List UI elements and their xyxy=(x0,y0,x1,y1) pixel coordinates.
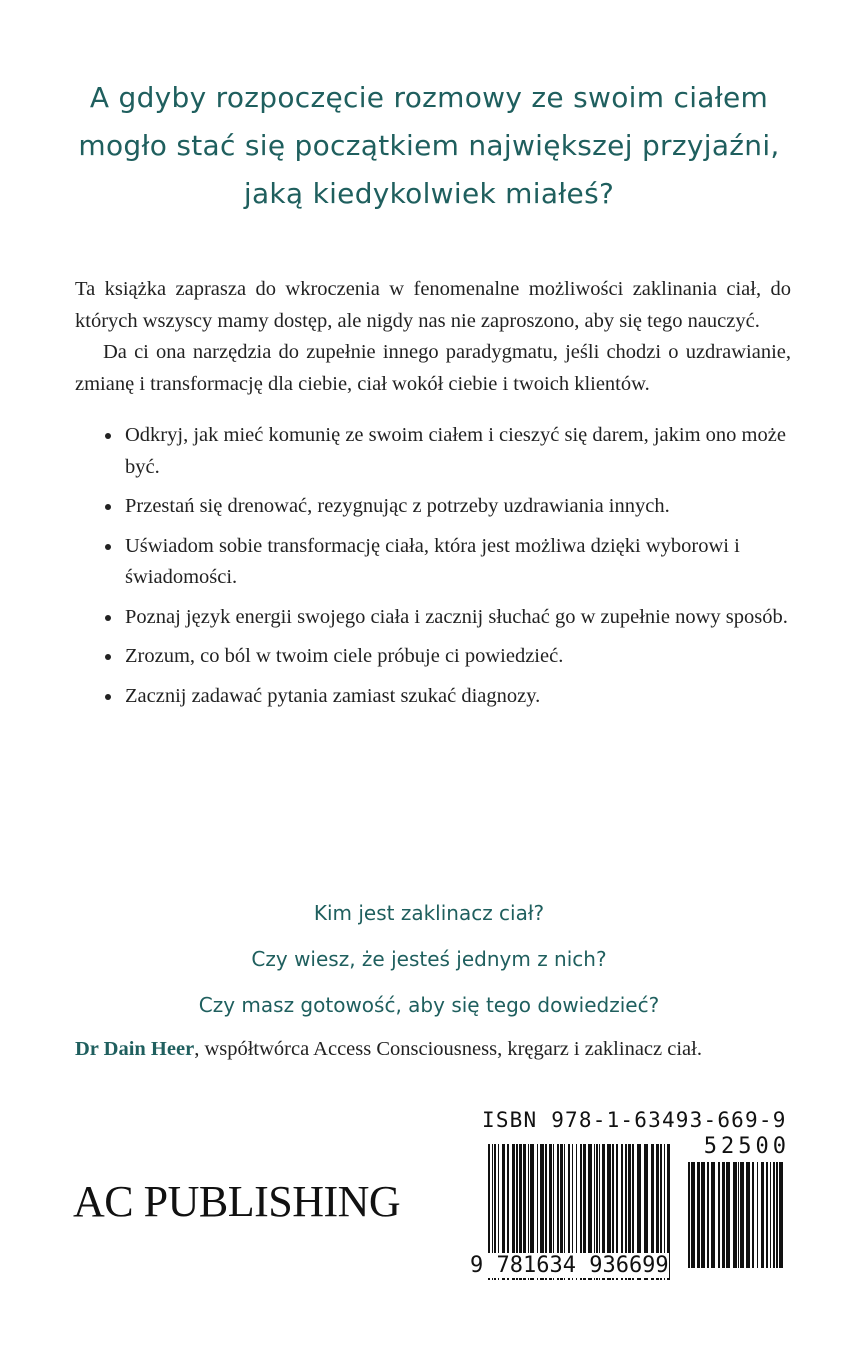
barcode-bar xyxy=(757,1162,758,1268)
barcode-bar xyxy=(688,1162,690,1268)
isbn-barcode xyxy=(470,1108,790,1288)
paragraph: Da ci ona narzędzia do zupełnie innego paradygmatu, jeśli chodzi o uzdrawianie, zmianę i transformację dla ciebie, ciał wokół ciebie i twoich klientów. xyxy=(75,341,791,395)
barcode-bar xyxy=(691,1162,695,1268)
list-item-text: Poznaj język energii swojego ciała i zacznij słuchać go w zupełnie nowy sposób. xyxy=(125,605,788,628)
barcode-bar xyxy=(779,1162,783,1268)
question: Czy wiesz, że jesteś jednym z nich? xyxy=(251,947,607,971)
list-item xyxy=(75,420,791,483)
list-item xyxy=(75,531,791,594)
list-item-text: Zacznij zadawać pytania zamiast szukać diagnozy. xyxy=(125,684,541,707)
bullet-icon xyxy=(105,504,111,510)
barcode-bar xyxy=(752,1162,754,1268)
author-line xyxy=(75,1038,795,1061)
list-item xyxy=(75,641,791,673)
barcode-bar xyxy=(746,1162,750,1268)
isbn-label: ISBN 978-1-63493-669-9 xyxy=(482,1108,787,1132)
barcode-bar xyxy=(733,1162,737,1268)
list-item xyxy=(75,491,791,523)
headline-line: A gdyby rozpoczęcie rozmowy ze swoim ciałem xyxy=(89,81,769,114)
paragraph: Ta książka zaprasza do wkroczenia w fenomenalne możliwości zaklinania ciał, do których wszyscy mamy dostęp, ale nigdy nas nie zaproszono, aby się tego nauczyć. xyxy=(75,278,791,332)
list-item xyxy=(75,681,791,713)
bullet-icon xyxy=(105,433,111,439)
list-item-text: Przestań się drenować, rezygnując z potrzeby uzdrawiania innych. xyxy=(125,495,670,517)
barcode-bar xyxy=(761,1162,764,1268)
bullet-icon xyxy=(105,654,111,660)
publisher-logo: AC PUBLISHING xyxy=(73,1177,401,1226)
description xyxy=(75,274,791,720)
list-item-text: Odkryj, jak mieć komunię ze swoim ciałem i cieszyć się darem, jakim ono może być. xyxy=(125,424,786,478)
list-item-text: Uświadom sobie transformację ciała, która jest możliwa dzięki wyborowi i świadomości. xyxy=(125,534,740,588)
barcode-bar xyxy=(766,1162,768,1268)
barcode-bar xyxy=(726,1162,730,1268)
author-name: Dr Dain Heer xyxy=(75,1038,195,1060)
bullet-icon xyxy=(105,544,111,550)
headline-line: jaką kiedykolwiek miałeś? xyxy=(243,177,615,210)
headline xyxy=(0,74,858,218)
barcode-bar xyxy=(701,1162,705,1268)
bullet-icon xyxy=(105,615,111,621)
barcode-bar xyxy=(738,1162,739,1268)
ean-number: 9 781634 936699 xyxy=(470,1253,669,1278)
barcode-bar xyxy=(707,1162,709,1268)
barcode-bar xyxy=(697,1162,700,1268)
barcode-bar xyxy=(740,1162,744,1268)
list-item xyxy=(75,602,791,634)
barcode-bar xyxy=(711,1162,715,1268)
headline-line: mogło stać się początkiem największej przyjaźni, xyxy=(78,129,780,162)
barcode-bar xyxy=(722,1162,725,1268)
list-item-text: Zrozum, co ból w twoim ciele próbuje ci powiedzieć. xyxy=(125,645,564,667)
barcode-bar xyxy=(718,1162,720,1268)
question: Czy masz gotowość, aby się tego dowiedzieć? xyxy=(198,993,660,1017)
barcode-bar xyxy=(776,1162,778,1268)
barcode-bar xyxy=(773,1162,775,1268)
question: Kim jest zaklinacz ciał? xyxy=(313,901,545,925)
questions xyxy=(0,890,858,1028)
barcode-bar xyxy=(770,1162,771,1268)
bullet-list xyxy=(75,420,791,712)
price-code: 52500 xyxy=(703,1134,790,1159)
author-description: , współtwórca Access Consciousness, kręgarz i zaklinacz ciał. xyxy=(194,1038,702,1060)
bullet-icon xyxy=(105,694,111,700)
